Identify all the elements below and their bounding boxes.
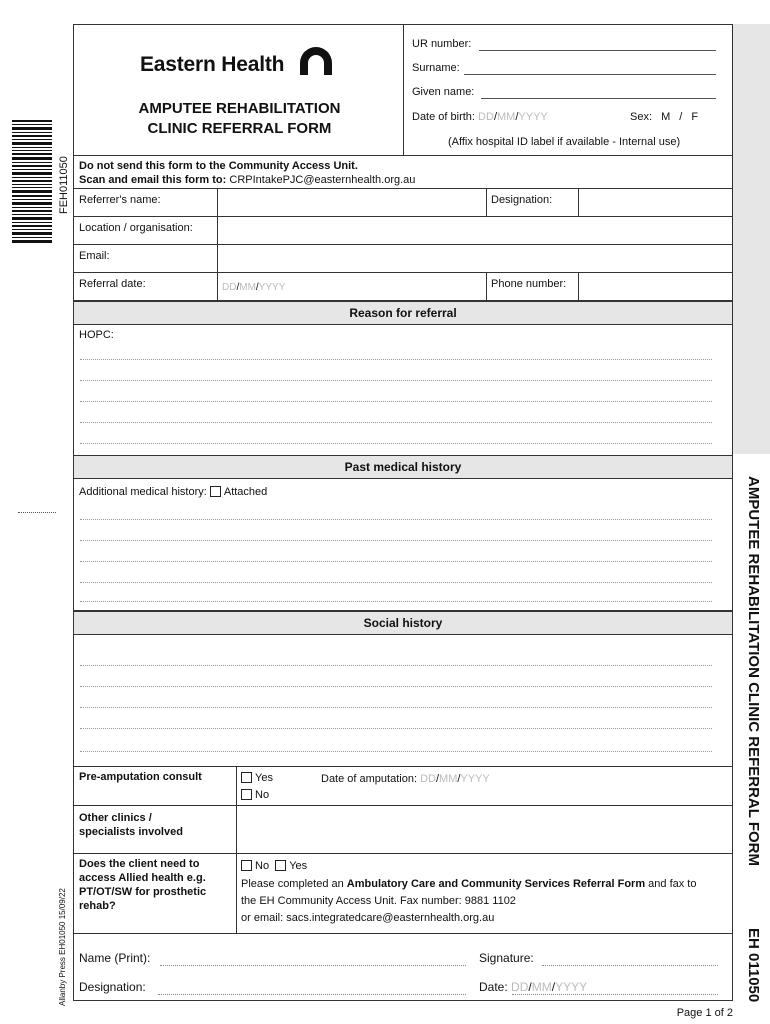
allied-instruction-1: Please completed an Ambulatory Care and Community Services Referral Form and fax to [241,878,697,890]
signoff-date[interactable]: Date: DD/MM/YYYY [479,980,588,994]
ur-number-field[interactable] [479,50,716,51]
signature-label: Signature: [479,951,534,965]
barcode [12,120,52,244]
referral-date-label-cell [73,272,218,301]
designation-field[interactable] [578,188,733,217]
pmh-additional-row: Additional medical history: Attached [79,486,268,498]
signoff-area [73,933,733,1001]
printer-code-vertical: Allanby Press EH01050 15/09/22 [58,888,67,1006]
reason-heading: Reason for referral [73,301,733,325]
referral-date-label: Referral date: [79,278,146,290]
location-label: Location / organisation: [79,222,193,234]
social-area[interactable] [73,634,733,767]
instruction-line-2: Scan and email this form to: CRPIntakePJC@easternhealth.org.au [79,174,416,186]
given-name-label: Given name: [412,86,475,98]
other-clinics-label-cell [73,805,237,854]
preamp-no[interactable]: No [241,789,269,801]
amputation-date[interactable]: Date of amputation: DD/MM/YYYY [321,773,490,785]
allied-answer-cell [236,853,733,934]
allied-no-checkbox[interactable] [241,860,252,871]
social-heading: Social history [73,611,733,635]
page-number: Page 1 of 2 [676,1007,733,1019]
phone-field[interactable] [578,272,733,301]
email-field[interactable] [217,244,733,273]
side-bar [733,24,770,454]
signature-field[interactable] [542,965,718,966]
preamp-options [236,766,733,806]
name-print-field[interactable] [160,965,466,966]
signoff-designation-field[interactable] [158,994,466,995]
preamp-label-cell [73,766,237,806]
affix-note: (Affix hospital ID label if available - Internal use) [448,136,681,148]
preamp-yes[interactable]: Yes [241,772,273,784]
instruction-line-1: Do not send this form to the Community Access Unit. [79,160,358,172]
email-label: Email: [79,250,110,262]
fold-mark [18,512,56,513]
form-title: AMPUTEE REHABILITATION CLINIC REFERRAL FORM [138,100,341,137]
form-code-vertical: FEH011050 [58,156,70,214]
attached-checkbox[interactable] [210,486,221,497]
preamp-label: Pre-amputation consult [79,771,202,783]
given-name-field[interactable] [481,98,716,99]
header-left [73,24,404,156]
preamp-no-checkbox[interactable] [241,789,252,800]
email-label-cell [73,244,218,273]
preamp-yes-checkbox[interactable] [241,772,252,783]
allied-question: Does the client need to access Allied health e.g. PT/OT/SW for prosthetic rehab? [79,858,207,912]
pmh-area[interactable] [73,478,733,611]
allied-instruction-2: the EH Community Access Unit. Fax number: 9881 1102 [241,895,516,907]
pmh-heading: Past medical history [73,455,733,479]
vertical-title: AMPUTEE REHABILITATION CLINIC REFERRAL FORM [745,476,762,866]
referral-form [73,24,733,1019]
designation-label-cell [486,188,579,217]
allied-options: No Yes [241,860,307,872]
referrer-name-label: Referrer's name: [79,194,161,206]
logo: Eastern Health [136,41,346,81]
other-clinics-field[interactable] [236,805,733,854]
sex-field[interactable]: Sex: M / F [630,111,699,123]
other-clinics-label: Other clinics / specialists involved [79,812,183,838]
referrer-name-field[interactable] [217,188,487,217]
hopc-area[interactable] [73,324,733,456]
dob-row[interactable]: Date of birth: DD/MM/YYYY [412,111,548,123]
location-field[interactable] [217,216,733,245]
surname-field[interactable] [464,74,716,75]
patient-label-area [403,24,733,156]
designation-label: Designation: [491,194,553,206]
location-label-cell [73,216,218,245]
hopc-label: HOPC: [79,329,114,341]
ur-number-label: UR number: [412,38,472,50]
phone-label-cell [486,272,579,301]
phone-label: Phone number: [491,278,567,290]
referral-date-field[interactable] [217,272,487,301]
instructions [73,155,733,189]
allied-yes-checkbox[interactable] [275,860,286,871]
referral-date-placeholder: DD/MM/YYYY [222,282,286,293]
allied-question-cell [73,853,237,934]
referrer-name-label-cell [73,188,218,217]
vertical-form-code: EH 011050 [745,928,762,1003]
surname-label: Surname: [412,62,460,74]
allied-instruction-3: or email: sacs.integratedcare@easternhealth.org.au [241,912,495,924]
signoff-designation-label: Designation: [79,980,146,994]
name-print-label: Name (Print): [79,951,151,965]
